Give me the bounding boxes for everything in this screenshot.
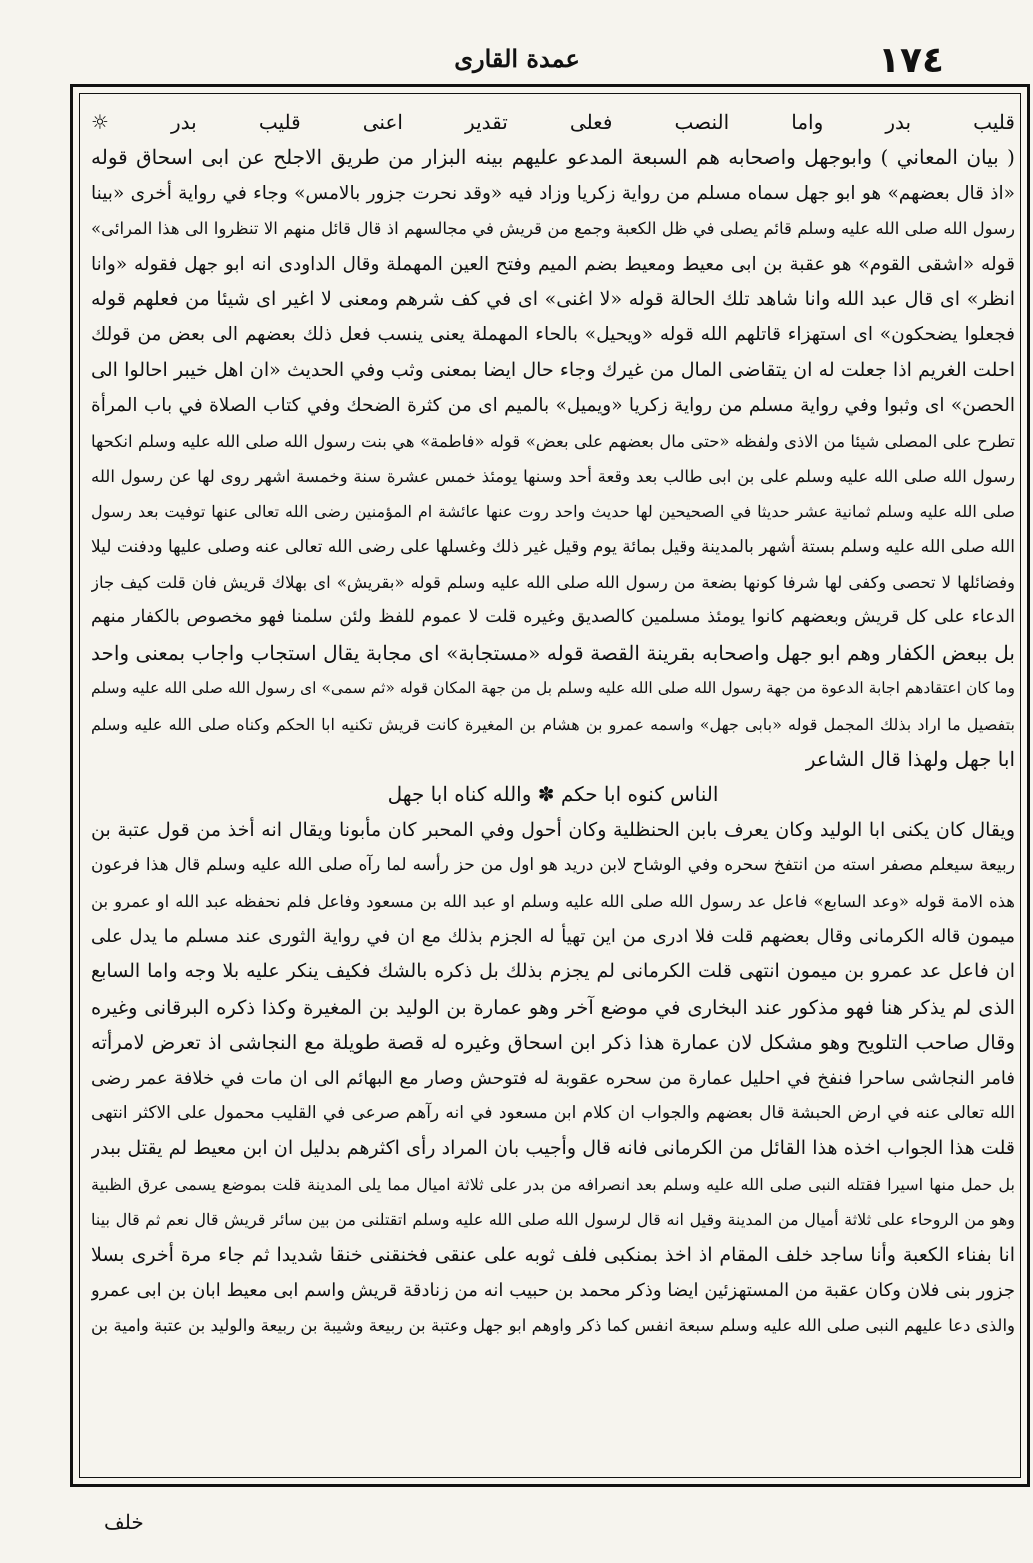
page-frame	[70, 84, 1030, 1487]
text-line: هذه الامة قوله «وعد السابع» فاعل عد رسول الله صلى الله عليه وسلم او عبد الله بن مسعود وفاعل فلم نحفظه عبد الله او عمرو بن	[91, 891, 1015, 911]
text-line: ربيعة سيعلم مصفر استه من انتفخ سحره وفي الوشاح لابن دريد هو اول من حز رأسه لما رآه صلى الله عليه وسلم قال هذا فرعون	[91, 855, 1015, 876]
text-line: والذى دعا عليهم النبى صلى الله عليه وسلم سبعة انفس كما ذكر واوهم ابو جهل وعتبة بن ربيعة وشيبة بن ربيعة والوليد بن عتبة وامية بن	[91, 1316, 1015, 1336]
text-line: «اذ قال بعضهم» هو ابو جهل سماه مسلم من رواية زكريا وزاد فيه «وقد نحرت جزور بالامس» وجاء في رواية أخرى «بينا	[91, 182, 1015, 204]
text-line: ابا جهل ولهذا قال الشاعر	[805, 747, 1015, 772]
text-line: ( بيان المعاني ) وابوجهل واصحابه هم السبعة المدعو عليهم بينه البزار من طريق الاجلح عن ابى اسحاق قوله	[91, 145, 1015, 170]
text-line: بل حمل منها اسيرا فقتله النبى صلى الله عليه وسلم بعد انصرافه من بدر على ثلاثة اميال مما يلى المدينة قلت بموضع يسمى عرق الظبية	[91, 1174, 1015, 1194]
page-number: ١٧٤	[878, 40, 944, 81]
text-line: انا بفناء الكعبة وأنا ساجد خلف المقام اذ اخذ بمنكبى فلف ثوبه على عنقى فخنقنى خنقا شديدا ثم جاء مرة أخرى بسلا	[91, 1243, 1015, 1266]
poem-verse: الناس كنوه ابا حكم ✽ والله كناه ابا جهل	[387, 782, 719, 807]
text-line: قوله «اشقى القوم» هو عقبة بن ابى معيط ومعيط بضم الميم وفتح العين المهملة وقال الداودى انه ابو جهل فقوله «وانا	[91, 253, 1015, 275]
text-line: قلت هذا الجواب اخذه هذا القائل من الكرمانى فانه قال وأجيب بان المراد رأى اكثرهم بدليل ان ابن معيط لم يقتل ببدر	[91, 1137, 1015, 1160]
text-line: رسول الله صلى الله عليه وسلم قائم يصلى في ظل الكعبة وجمع من قريش في مجالسهم اذ قال قائل منهم الا تنظروا الى هذا المرائى»	[91, 219, 1015, 239]
text-line: احلت الغريم اذا جعلت له ان يتقاضى المال من غيرك وجاء حال ايضا بمعنى وثب وفي الحديث «ان اهل خيبر احالوا الى	[91, 358, 1015, 381]
body-text	[91, 105, 1015, 1344]
text-line: جزور بنى فلان وكان عقبة من المستهزئين ايضا وذكر محمد بن حبيب انه من زنادقة قريش واسم ابى معيط ابان بن ابى عمرو	[91, 1279, 1015, 1301]
text-line: ان فاعل عد عمرو بن ميمون انتهى قلت الكرمانى لم يجزم بذلك بل ذكره بالشك فكيف ينكر عليه بلا وجه واما السابع	[91, 960, 1015, 983]
text-line: الذى لم يذكر هنا فهو مذكور عند البخارى في موضع آخر وهو عمارة بن الوليد بن المغيرة وكذا ذكره البرقانى وغيره	[91, 995, 1015, 1019]
text-line: الدعاء على كل قريش وبعضهم كانوا يومئذ مسلمين كالصديق وغيره قلت لا عموم للفظ ولئن سلمنا فهو مخصوص بالكفار منهم	[91, 607, 1015, 628]
text-line: صلى الله عليه وسلم ثمانية عشر حديثا في الصحيحين لها حديث واحد روت عنها عائشة ام المؤمنين رضى الله تعالى عنها توفيت بعد رسول	[91, 502, 1015, 522]
running-title: عمدة القارى	[454, 44, 580, 73]
text-line: انظر» اى قال عبد الله وانا شاهد تلك الحالة قوله «لا اغنى» اى في كف شرهم ومعنى لا اغير اى شيئا من فعلهم قوله	[91, 287, 1015, 310]
text-line: بتفصيل ما اراد بذلك المجمل قوله «بابى جهل» واسمه عمرو بن هشام بن المغيرة كانت قريش تكنيه ابا الحكم وكناه صلى الله عليه وسلم	[91, 714, 1015, 734]
text-line: الله صلى الله عليه وسلم بستة أشهر بالمدينة وقيل بمائة يوم وقيل غير ذلك وغسلها على رضى الله تعالى عنه وصلى عليها ودفنت ليلا	[91, 536, 1015, 557]
text-line: وهو من الروحاء على ثلاثة أميال من المدينة وقيل انه قال لرسول الله صلى الله عليه وسلم اتقتلنى من بين سائر قريش قال نعم ثم قال بينا	[91, 1210, 1015, 1230]
text-line: الله تعالى عنه في ارض الحبشة قال بعضهم والجواب ان كلام ابن مسعود في انه رآهم صرعى في القليب محمول على الاكثر انتهى	[91, 1102, 1015, 1123]
text-line: قليب بدر واما النصب فعلى تقدير اعنى قليب بدر ☼	[91, 110, 1015, 134]
text-line: بل ببعض الكفار وهم ابو جهل واصحابه بقرينة القصة قوله «مستجابة» اى مجابة يقال استجاب واجاب بمعنى واحد	[91, 640, 1015, 665]
text-line: وفضائلها لا تحصى وكفى لها شرفا كونها بضعة من رسول الله صلى الله عليه وسلم قوله «بقريش» اى بهلاك قريش فان قلت كيف جاز	[91, 573, 1015, 593]
text-line: وما كان اعتقادهم اجابة الدعوة من جهة رسول الله صلى الله عليه وسلم بل من جهة المكان قوله «ثم سمى» اى رسول الله صلى الله عليه وسلم	[91, 679, 1015, 698]
text-line: الحصن» اى وثبوا وفي رواية مسلم من رواية زكريا «ويميل» بالميم اى من كثرة الضحك وفي كتاب الصلاة في باب المرأة	[91, 395, 1015, 417]
text-line: ويقال كان يكنى ابا الوليد وكان يعرف بابن الحنظلية وكان أحول وفي المحبر كان مأبونا ويقال انه أخذ من قول عتبة بن	[91, 818, 1015, 841]
text-line: وقال صاحب التلويح وهو مشكل لان عمارة هذا ذكر ابن اسحاق وغيره له قصة طويلة مع النجاشى اذ تعرض لامرأته	[91, 1031, 1015, 1055]
text-line: ميمون قاله الكرمانى وقال بعضهم قلت فلا ادرى من اين تهيأ له الجزم بذلك مع ان في رواية الثورى عند مسلم ما يدل على	[91, 925, 1015, 947]
text-line: رسول الله صلى الله عليه وسلم على بن ابى طالب بعد وقعة أحد وسنها يومئذ خمس عشرة سنة وخمسة اشهر روى لها عن رسول الله	[91, 466, 1015, 486]
text-line: فجعلوا يضحكون» اى استهزاء قاتلهم الله قوله «ويحيل» بالحاء المهملة يعنى ينسب فعل ذلك بعضهم الى بعض من قولك	[91, 324, 1015, 346]
catchword: خلف	[104, 1510, 144, 1534]
text-line: تطرح على المصلى شيئا من الاذى ولفظه «حتى مال بعضهم على بعض» قوله «فاطمة» هي بنت رسول الله صلى الله عليه وسلم انكحها	[91, 431, 1015, 451]
page-header	[84, 38, 950, 88]
text-line: فامر النجاشى ساحرا فنفخ في احليل عمارة من سحره عقوبة له فتوحش وصار مع البهائم الى ان مات في خلافة عمر رضى	[91, 1067, 1015, 1089]
